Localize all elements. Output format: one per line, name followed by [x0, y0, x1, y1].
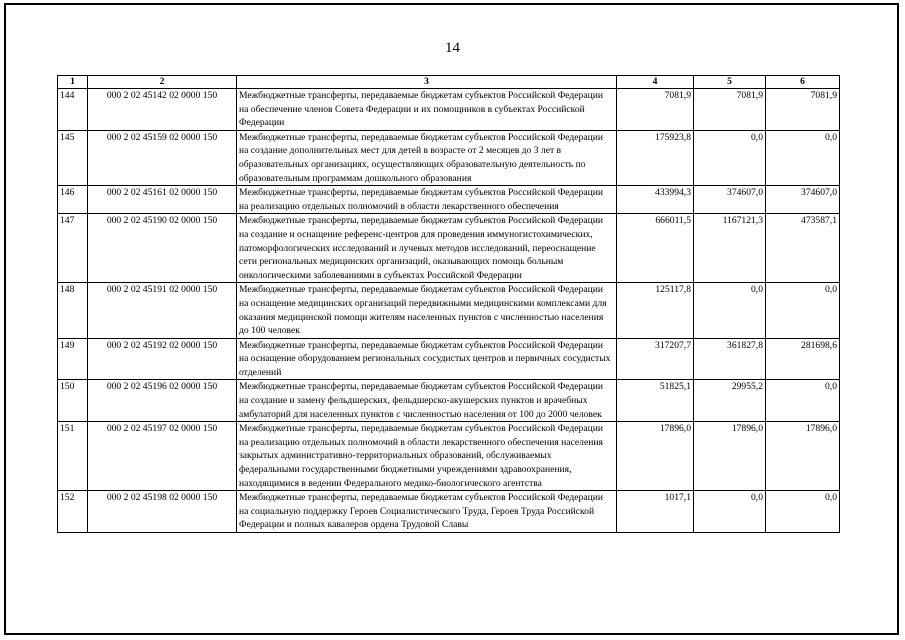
col-header-5: 5: [694, 76, 766, 89]
value-col-4: 125117,8: [617, 283, 694, 338]
table-row: [58, 283, 840, 338]
row-description: Межбюджетные трансферты, передаваемые бюджетам субъектов Российской Федерации на оснащение оборудованием региональных сосудистых центров и первичных сосудистых отделений: [237, 338, 617, 380]
row-number: 144: [58, 89, 88, 131]
table-row: [58, 491, 840, 533]
value-col-5: 7081,9: [694, 89, 766, 131]
row-number: 149: [58, 338, 88, 380]
col-header-1: 1: [58, 76, 88, 89]
value-col-4: 51825,1: [617, 380, 694, 422]
table-header-row: [58, 76, 840, 89]
row-number: 150: [58, 380, 88, 422]
value-col-4: 433994,3: [617, 186, 694, 214]
value-col-5: 0,0: [694, 491, 766, 533]
table-row: [58, 422, 840, 491]
table-row: [58, 338, 840, 380]
value-col-4: 317207,7: [617, 338, 694, 380]
budget-code: 000 2 02 45197 02 0000 150: [88, 422, 237, 491]
table-row: [58, 186, 840, 214]
budget-code: 000 2 02 45159 02 0000 150: [88, 130, 237, 185]
value-col-4: 175923,8: [617, 130, 694, 185]
table-row: [58, 380, 840, 422]
row-number: 145: [58, 130, 88, 185]
row-description: Межбюджетные трансферты, передаваемые бюджетам субъектов Российской Федерации на обеспечение членов Совета Федерации и их помощников в субъектах Российской Федерации: [237, 89, 617, 131]
budget-code: 000 2 02 45142 02 0000 150: [88, 89, 237, 131]
col-header-2: 2: [88, 76, 237, 89]
value-col-4: 7081,9: [617, 89, 694, 131]
budget-code: 000 2 02 45161 02 0000 150: [88, 186, 237, 214]
budget-code: 000 2 02 45191 02 0000 150: [88, 283, 237, 338]
value-col-4: 666011,5: [617, 214, 694, 283]
budget-code: 000 2 02 45192 02 0000 150: [88, 338, 237, 380]
value-col-5: 0,0: [694, 283, 766, 338]
value-col-6: 7081,9: [766, 89, 840, 131]
value-col-4: 1017,1: [617, 491, 694, 533]
row-description: Межбюджетные трансферты, передаваемые бюджетам субъектов Российской Федерации на реализацию отдельных полномочий в области лекарственного обеспечения населения закрытых административно-территориальных образований, обслуживаемых федеральными государственными бюджетными учреждениями здравоохранения, находящимися в ведении Федерального медико-биологического агентства: [237, 422, 617, 491]
value-col-6: 281698,6: [766, 338, 840, 380]
value-col-5: 29955,2: [694, 380, 766, 422]
value-col-6: 0,0: [766, 283, 840, 338]
row-number: 151: [58, 422, 88, 491]
row-description: Межбюджетные трансферты, передаваемые бюджетам субъектов Российской Федерации на реализацию отдельных полномочий в области лекарственного обеспечения: [237, 186, 617, 214]
value-col-5: 374607,0: [694, 186, 766, 214]
value-col-6: 473587,1: [766, 214, 840, 283]
row-number: 152: [58, 491, 88, 533]
value-col-6: 0,0: [766, 380, 840, 422]
table-row: [58, 214, 840, 283]
value-col-6: 374607,0: [766, 186, 840, 214]
row-description: Межбюджетные трансферты, передаваемые бюджетам субъектов Российской Федерации на оснащение медицинских организаций передвижными медицинскими комплексами для оказания медицинской помощи жителям населенных пунктов с численностью населения до 100 человек: [237, 283, 617, 338]
col-header-6: 6: [766, 76, 840, 89]
row-number: 148: [58, 283, 88, 338]
budget-table: [57, 75, 840, 533]
col-header-4: 4: [617, 76, 694, 89]
col-header-3: 3: [237, 76, 617, 89]
value-col-5: 1167121,3: [694, 214, 766, 283]
budget-code: 000 2 02 45196 02 0000 150: [88, 380, 237, 422]
table-row: [58, 89, 840, 131]
value-col-6: 0,0: [766, 130, 840, 185]
value-col-5: 361827,8: [694, 338, 766, 380]
row-number: 147: [58, 214, 88, 283]
budget-code: 000 2 02 45190 02 0000 150: [88, 214, 237, 283]
page-number: 14: [445, 40, 460, 56]
row-description: Межбюджетные трансферты, передаваемые бюджетам субъектов Российской Федерации на создание дополнительных мест для детей в возрасте от 2 месяцев до 3 лет в образовательных организациях, осуществляющих образовательную деятельность по образовательным программам дошкольного образования: [237, 130, 617, 185]
row-number: 146: [58, 186, 88, 214]
value-col-5: 17896,0: [694, 422, 766, 491]
value-col-6: 0,0: [766, 491, 840, 533]
row-description: Межбюджетные трансферты, передаваемые бюджетам субъектов Российской Федерации на создание и оснащение референс-центров для проведения иммуногистохимических, патоморфологических исследований и лучевых методов исследований, переоснащение сети региональных медицинских организаций, оказывающих помощь больным онкологическими заболеваниями в субъектах Российской Федерации: [237, 214, 617, 283]
value-col-6: 17896,0: [766, 422, 840, 491]
table-row: [58, 130, 840, 185]
value-col-4: 17896,0: [617, 422, 694, 491]
value-col-5: 0,0: [694, 130, 766, 185]
row-description: Межбюджетные трансферты, передаваемые бюджетам субъектов Российской Федерации на социальную поддержку Героев Социалистического Труда, Героев Труда Российской Федерации и полных кавалеров ордена Трудовой Славы: [237, 491, 617, 533]
budget-code: 000 2 02 45198 02 0000 150: [88, 491, 237, 533]
row-description: Межбюджетные трансферты, передаваемые бюджетам субъектов Российской Федерации на создание и замену фельдшерских, фельдшерско-акушерских пунктов и врачебных амбулаторий для населенных пунктов с численностью населения от 100 до 2000 человек: [237, 380, 617, 422]
